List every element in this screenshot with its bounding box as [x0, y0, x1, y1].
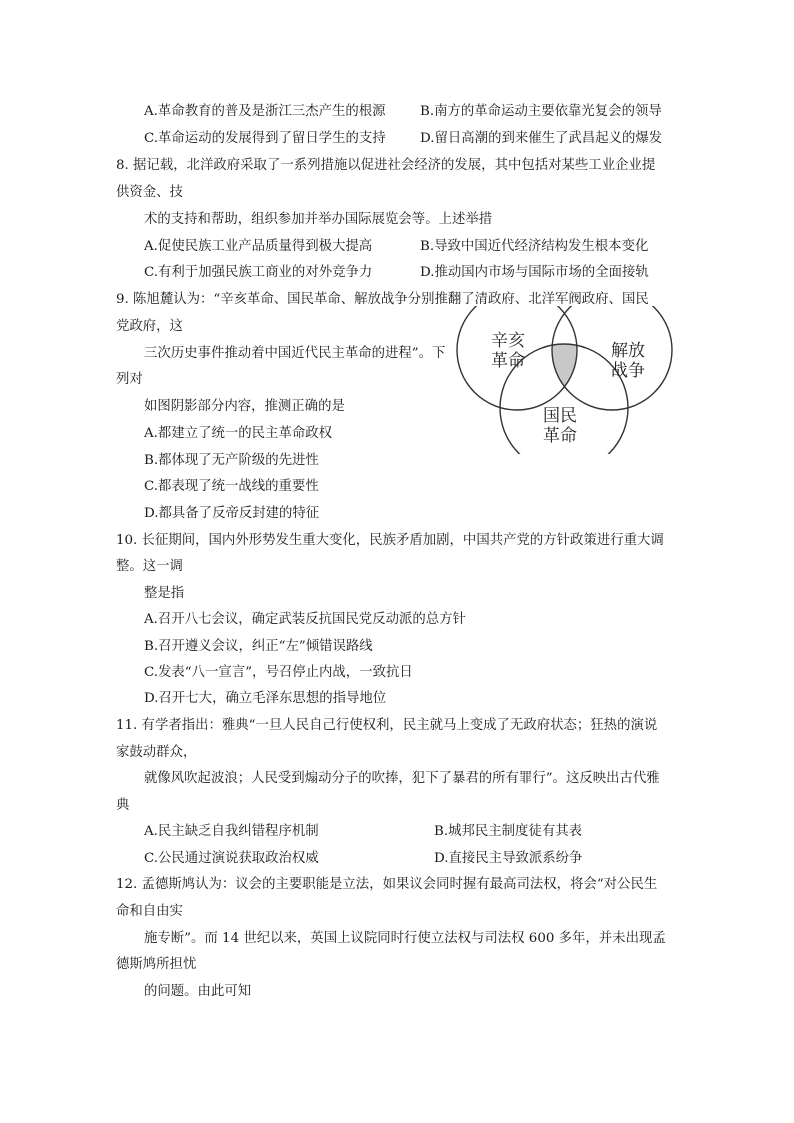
q8-option-c: C.有利于加强民族工商业的对外竞争力	[144, 265, 373, 280]
q10-stem-line2: 整。这一调	[116, 559, 183, 574]
q10-stem-line3: 整是指	[144, 586, 185, 601]
venn-label-jiefang-1: 解放	[611, 341, 645, 361]
q8-stem-line1: 8. 据记载，北洋政府采取了一系列措施以促进社会经济的发展，其中包括对某些工业企业提	[116, 158, 656, 173]
q8-option-d: D.推动国内市场与国际市场的全面接轨	[420, 265, 649, 280]
q10-option-c: C.发表“八一宣言”，号召停止内战，一致抗日	[144, 665, 413, 680]
q11-stem-line4: 典	[116, 798, 130, 813]
q7-option-a: A.革命教育的普及是浙江三杰产生的根源	[144, 104, 386, 119]
q9-option-c: C.都表现了统一战线的重要性	[144, 479, 319, 494]
q10-option-d: D.召开七大，确立毛泽东思想的指导地位	[144, 691, 387, 706]
q8-option-b: B.导致中国近代经济结构发生根本变化	[420, 239, 649, 254]
q12-stem-line2: 命和自由实	[116, 904, 183, 919]
q9-stem-line3: 三次历史事件推动着中国近代民主革命的进程”。下	[144, 346, 446, 361]
q9-stem-line4: 列对	[116, 372, 143, 387]
venn-label-xinhai-1: 辛亥	[491, 331, 525, 351]
q10-stem-line1: 10. 长征期间，国内外形势发生重大变化，民族矛盾加剧，中国共产党的方针政策进行重大调	[116, 533, 664, 548]
q9-option-d: D.都具备了反帝反封建的特征	[144, 506, 320, 521]
venn-label-xinhai-2: 革命	[491, 351, 525, 371]
q9-stem-line5: 如图阴影部分内容，推测正确的是	[144, 399, 345, 414]
q9-option-a: A.都建立了统一的民主革命政权	[144, 426, 333, 441]
venn-label-guomin-1: 国民	[543, 406, 577, 426]
q11-option-c: C.公民通过演说获取政治权威	[144, 851, 319, 866]
q7-option-b: B.南方的革命运动主要依靠光复会的领导	[420, 104, 662, 119]
q7-option-c: C.革命运动的发展得到了留日学生的支持	[144, 131, 386, 146]
q11-stem-line3: 就像风吹起波浪；人民受到煽动分子的吹捧，犯下了暴君的所有罪行”。这反映出古代雅	[144, 771, 660, 786]
q12-stem-line5: 的问题。由此可知	[144, 984, 252, 999]
q11-stem-line1: 11. 有学者指出：雅典“一旦人民自己行使权利，民主就马上变成了无政府状态；狂热的演说	[116, 718, 658, 733]
q9-stem-line1: 9. 陈旭麓认为：“辛亥革命、国民革命、解放战争分别推翻了清政府、北洋军阀政府、国民	[116, 292, 649, 307]
q11-stem-line2: 家鼓动群众，	[116, 745, 197, 760]
q8-option-a: A.促使民族工业产品质量得到极大提高	[144, 239, 373, 254]
q11-option-b: B.城邦民主制度徒有其表	[434, 824, 583, 839]
venn-label-jiefang-2: 战争	[611, 361, 645, 381]
q7-option-d: D.留日高潮的到来催生了武昌起义的爆发	[420, 131, 663, 146]
q12-stem-line4: 德斯鸠所担忧	[116, 957, 197, 972]
q12-stem-line3: 施专断”。而 14 世纪以来，英国上议院同时行使立法权与司法权 600 多年，并未出现孟	[144, 931, 666, 946]
q11-option-d: D.直接民主导致派系纷争	[434, 851, 583, 866]
q12-stem-line1: 12. 孟德斯鸠认为：议会的主要职能是立法，如果议会同时握有最高司法权，将会“对公民生	[116, 877, 658, 892]
q8-stem-line3: 术的支持和帮助，组织参加并举办国际展览会等。上述举措	[144, 212, 493, 227]
venn-label-guomin-2: 革命	[543, 426, 577, 446]
venn-diagram	[452, 306, 682, 454]
q10-option-b: B.召开遵义会议，纠正“左”倾错误路线	[144, 639, 373, 654]
q10-option-a: A.召开八七会议，确定武装反抗国民党反动派的总方针	[144, 612, 466, 627]
q8-stem-line2: 供资金、技	[116, 185, 183, 200]
q9-option-b: B.都体现了无产阶级的先进性	[144, 453, 319, 468]
q9-stem-line2: 党政府，这	[116, 319, 183, 334]
q11-option-a: A.民主缺乏自我纠错程序机制	[144, 824, 319, 839]
